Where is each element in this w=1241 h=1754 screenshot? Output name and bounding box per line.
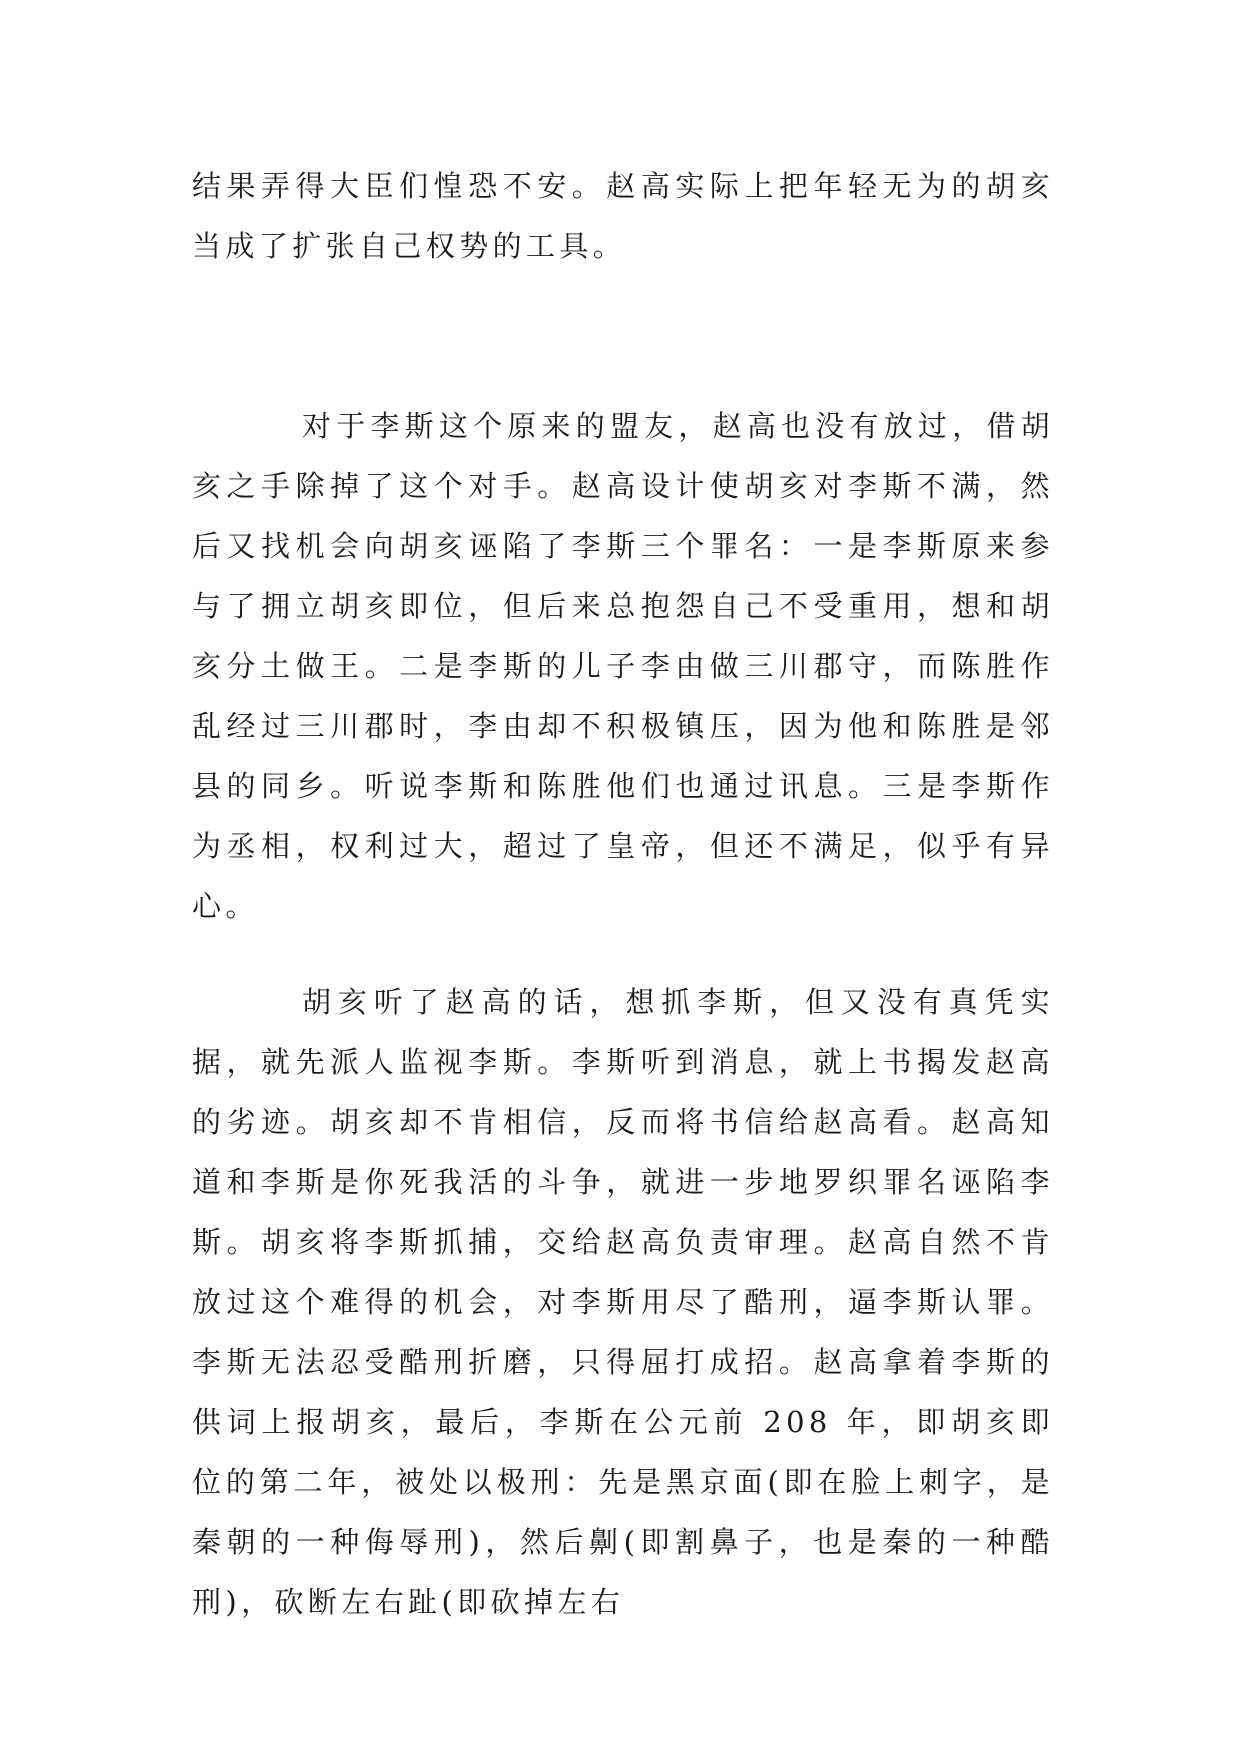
paragraph-1: 结果弄得大臣们惶恐不安。赵高实际上把年轻无为的胡亥当成了扩张自己权势的工具。 <box>192 169 1054 263</box>
paragraph-3: 胡亥听了赵高的话，想抓李斯，但又没有真凭实据，就先派人监视李斯。李斯听到消息，就上书揭发赵高的劣迹。胡亥却不肯相信，反而将书信给赵高看。赵高知道和李斯是你死我活的斗争，就进一步地罗织罪名诬陷李斯。胡亥将李斯抓捕，交给赵高负责审理。赵高自然不肯放过这个难得的机会，对李斯用尽了酷刑，逼李斯认罪。李斯无法忍受酷刑折磨，只得屈打成招。赵高拿着李斯的供词上报胡亥，最后，李斯在公元前 208 年，即胡亥即位的第二年，被处以极刑：先是黑京面(即在脸上刺字，是秦朝的一种侮辱刑)，然后劓(即割鼻子，也是秦的一种酷刑)，砍断左右趾(即砍掉左右 <box>192 985 1054 1619</box>
paragraph-2: 对于李斯这个原来的盟友，赵高也没有放过，借胡亥之手除掉了这个对手。赵高设计使胡亥对李斯不满，然后又找机会向胡亥诬陷了李斯三个罪名：一是李斯原来参与了拥立胡亥即位，但后来总抱怨自己不受重用，想和胡亥分土做王。二是李斯的儿子李由做三川郡守，而陈胜作乱经过三川郡时，李由却不积极镇压，因为他和陈胜是邻县的同乡。听说李斯和陈胜他们也通过讯息。三是李斯作为丞相，权利过大，超过了皇帝，但还不满足，似乎有异心。 <box>192 409 1054 923</box>
